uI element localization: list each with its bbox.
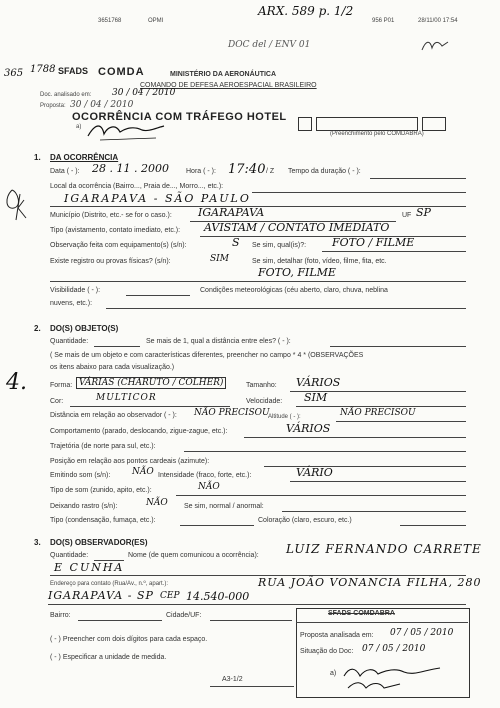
section2-note-1: ( Se mais de um objeto e com características diferentes, preencher no campo * 4 * (OBSERVAÇÕES <box>50 352 364 359</box>
section2-heading: DO(S) OBJETO(S) <box>50 324 119 333</box>
se-sim-value: FOTO / FILME <box>332 236 415 249</box>
cor-label: Cor: <box>50 398 64 405</box>
velocidade-value: SIM <box>304 391 328 404</box>
observacao-label: Observação feita com equipamento(s) (s/n): <box>50 242 187 249</box>
tipo-value: AVISTAM / CONTATO IMEDIATO <box>204 221 390 234</box>
condicoes-line <box>106 308 466 309</box>
fax-datetime: 28/11/00 17:54 <box>418 18 458 24</box>
forma-label: Forma: <box>50 382 73 389</box>
org-abbr: SFADS <box>58 66 89 76</box>
ministry-name: MINISTÉRIO DA AERONÁUTICA <box>170 71 277 78</box>
tipo-som-line <box>176 495 466 496</box>
coloracao-label: Coloração (claro, escuro, etc.) <box>258 517 352 524</box>
comportamento-line <box>244 437 466 438</box>
bairro-line <box>78 620 162 621</box>
visibilidade-label: Visibilidade ( - ): <box>50 287 101 294</box>
cep-value: 14.540-000 <box>186 590 250 603</box>
local-label: Local da ocorrência (Bairro..., Praia de..., Morro..., etc.): <box>50 183 224 190</box>
tipo-som-label: Tipo de som (zunido, apito, etc.): <box>50 487 152 494</box>
endereco-value: RUA JOÃO VONANCIA FILHA, 280 <box>258 576 482 589</box>
duracao-label: Tempo da duração ( - ): <box>288 168 361 175</box>
data-label: Data ( - ): <box>50 168 80 175</box>
hora-suffix: / Z <box>266 168 275 175</box>
cidade-line <box>210 620 292 621</box>
rastro-sim-label: Se sim, normal / anormal: <box>184 503 264 510</box>
doc-analisado-label: Doc. analisado em: <box>40 92 92 98</box>
tamanho-value: VÁRIOS <box>296 376 341 389</box>
cor-value: MULTICOR <box>96 393 157 403</box>
handwritten-margin-num: 365 <box>4 68 24 79</box>
obs-quantidade-label: Quantidade: <box>50 552 89 559</box>
nome-label: Nome (de quem comunicou a ocorrência): <box>128 552 259 559</box>
endereco-line <box>48 604 466 605</box>
distancia-line <box>330 346 466 347</box>
velocidade-label: Velocidade: <box>246 398 283 405</box>
header-a-label: a) <box>76 124 82 130</box>
local-line <box>252 192 466 193</box>
comportamento-label: Comportamento (parado, deslocando, zigue-zague, etc.): <box>50 428 228 435</box>
registro-detail-value: FOTO, FILME <box>258 266 336 279</box>
preenchimento-note: (Preenchimento pelo COMDABRA) <box>330 131 424 137</box>
hora-label: Hora ( - ): <box>186 168 216 175</box>
registro-detail-label: Se sim, detalhar (foto, vídeo, filme, fita, etc. <box>252 258 387 265</box>
data-value: 28 . 11 . 2000 <box>92 162 169 175</box>
condicoes-label-2: nuvens, etc.): <box>50 300 93 307</box>
footer-note-1: ( - ) Preencher com dois dígitos para cada espaço. <box>50 636 208 643</box>
intensidade-value: VÁRIO <box>296 466 333 479</box>
fax-page-code: 956 P01 <box>372 18 395 24</box>
fax-left-org: OPMI <box>148 18 164 24</box>
endereco-value-2: IGARAPAVA - SP <box>48 589 154 602</box>
som-value: NÃO <box>132 467 154 477</box>
review-box-divider <box>296 622 468 623</box>
review-signature <box>340 660 450 694</box>
section1-number: 1. <box>34 153 41 162</box>
section1-heading: DA OCORRÊNCIA <box>50 153 119 162</box>
section3-heading: DO(S) OBSERVADOR(ES) <box>50 538 148 547</box>
nome-value-2: E CUNHA <box>54 561 125 574</box>
margin-number-4: 4. <box>6 370 27 395</box>
condicoes-label: Condições meteorológicas (céu aberto, claro, chuva, neblina <box>200 287 388 294</box>
cidade-label: Cidade/UF: <box>166 612 202 619</box>
section2-note-2: os itens abaixo para cada visualização.) <box>50 364 175 371</box>
trajetoria-label: Trajetória (de norte para sul, etc.): <box>50 443 156 450</box>
posicao-label: Posição em relação aos pontos cardeais (azimute): <box>50 458 210 465</box>
cor-line <box>70 406 230 407</box>
registro-value: SIM <box>210 254 229 264</box>
posicao-line <box>264 466 466 467</box>
margin-ok-mark <box>2 180 32 230</box>
fax-left-code: 3651768 <box>98 18 122 24</box>
nome-value: LUIZ FERNANDO CARRETE <box>286 542 482 556</box>
footer-note-2: ( - ) Especificar a unidade de medida. <box>50 654 167 661</box>
registro-label: Existe registro ou provas físicas? (s/n): <box>50 258 171 265</box>
handwritten-ref: ARX. 589 p. 1/2 <box>258 4 354 18</box>
org-comd: COMDA <box>98 66 145 78</box>
distancia-obs-label: Distância em relação ao observador ( - ): <box>50 412 177 419</box>
review-a-label: a) <box>330 670 337 677</box>
review-situacao-value: 07 / 05 / 2010 <box>362 644 426 654</box>
quantidade-label: Quantidade: <box>50 338 89 345</box>
proposta-value: 30 / 04 / 2010 <box>70 100 134 110</box>
altitude-value: NÃO PRECISOU <box>340 408 416 418</box>
tamanho-label: Tamanho: <box>246 382 277 389</box>
tipo-som-value: NÃO <box>198 482 220 492</box>
cep-label: CEP <box>160 591 180 601</box>
review-box-header: SFADS COMDABRA <box>328 610 395 617</box>
tipo-rastro-label: Tipo (condensação, fumaça, etc.): <box>50 517 156 524</box>
observacao-value: S <box>232 236 240 249</box>
comdabra-box-2 <box>316 117 418 131</box>
comdabra-box-3 <box>422 117 446 131</box>
handwritten-margin-num2: 1788 <box>30 64 56 75</box>
review-situacao-label: Situação do Doc: <box>300 648 354 655</box>
section2-number: 2. <box>34 324 41 333</box>
endereco-label: Endereço para contato (Rua/Av., n.º, apart.): <box>50 581 169 587</box>
hora-value: 17:40 <box>228 162 266 177</box>
quantidade-line <box>94 346 140 347</box>
intensidade-label: Intensidade (fraco, forte, etc.): <box>158 472 252 479</box>
trajetoria-line <box>184 451 466 452</box>
duracao-line <box>370 178 466 179</box>
som-label: Emitindo som (s/n): <box>50 472 111 479</box>
municipio-value: IGARAPAVA <box>198 206 265 219</box>
rastro-value: NÃO <box>146 498 168 508</box>
proposta-label: Proposta: <box>40 103 66 109</box>
altitude-line <box>336 421 466 422</box>
intensidade-line <box>290 481 466 482</box>
rastro-sim-line <box>282 511 466 512</box>
doc-analisado-value: 30 / 04 / 2010 <box>112 88 176 98</box>
comportamento-value: VÁRIOS <box>286 422 331 435</box>
section3-number: 3. <box>34 538 41 547</box>
registro-line <box>50 281 466 282</box>
tipo-rastro-line <box>180 525 254 526</box>
bairro-label: Bairro: <box>50 612 71 619</box>
coloracao-line <box>400 525 466 526</box>
se-sim-line <box>322 251 466 252</box>
review-proposta-label: Proposta analisada em: <box>300 632 374 639</box>
velocidade-line <box>296 406 466 407</box>
municipio-label: Município (Distrito, etc.- se for o caso.): <box>50 212 172 219</box>
initials-mark <box>420 38 450 54</box>
form-title: OCORRÊNCIA COM TRÁFEGO HOTEL <box>72 111 287 123</box>
local-value: IGARAPAVA - SÃO PAULO <box>64 192 251 205</box>
uf-value: SP <box>416 206 431 219</box>
command-name: COMANDO DE DEFESA AEROESPACIAL BRASILEIRO <box>140 82 317 89</box>
distancia-obs-value: NÃO PRECISOU <box>194 408 270 418</box>
handwritten-doc: DOC del / ENV 01 <box>228 40 311 50</box>
rastro-label: Deixando rastro (s/n): <box>50 503 118 510</box>
page-ref: A3-1/2 <box>222 676 243 683</box>
visibilidade-line <box>126 295 190 296</box>
distancia-label: Se mais de 1, qual a distância entre eles? ( - ): <box>146 338 291 345</box>
review-proposta-value: 07 / 05 / 2010 <box>390 628 454 638</box>
forma-value: VÁRIAS (CHARUTO / COLHER) <box>76 377 226 389</box>
tipo-label: Tipo (avistamento, contato imediato, etc.): <box>50 227 181 234</box>
comdabra-box-1 <box>298 117 312 131</box>
page-ref-line <box>210 686 294 687</box>
uf-label: UF <box>402 212 412 219</box>
se-sim-label: Se sim, qual(is)?: <box>252 242 307 249</box>
altitude-label: Altitude ( - ): <box>268 414 301 420</box>
